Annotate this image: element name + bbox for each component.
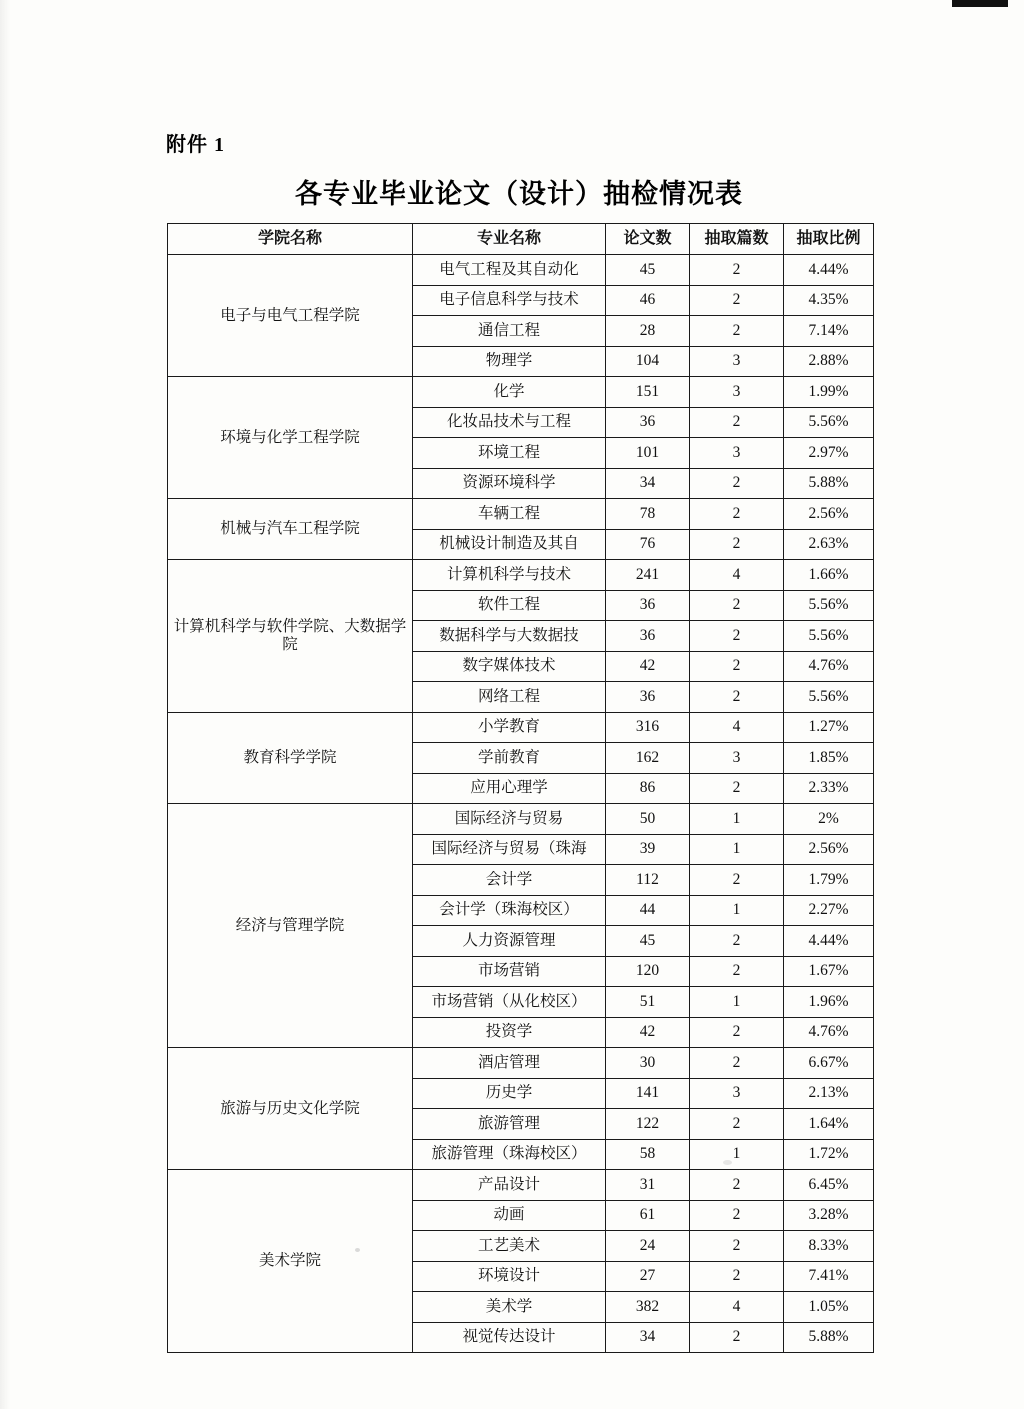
major-name-cell: 网络工程: [413, 682, 606, 713]
table-row: [168, 499, 874, 530]
major-name-cell: 人力资源管理: [413, 926, 606, 957]
major-name-cell: 投资学: [413, 1017, 606, 1048]
attachment-label: 附件 1: [166, 134, 225, 156]
sampling-table: [167, 223, 874, 1353]
major-name-cell: 市场营销（从化校区）: [413, 987, 606, 1018]
paper-count-cell: 162: [606, 743, 690, 774]
college-name-cell: 计算机科学与软件学院、大数据学院: [168, 560, 413, 713]
paper-count-cell: 86: [606, 773, 690, 804]
paper-count-cell: 30: [606, 1048, 690, 1079]
paper-count-cell: 46: [606, 285, 690, 316]
sampled-count-cell: 2: [690, 285, 784, 316]
table-row: [168, 377, 874, 408]
sampled-count-cell: 4: [690, 1292, 784, 1323]
paper-count-cell: 45: [606, 255, 690, 286]
sampled-count-cell: 3: [690, 346, 784, 377]
sampling-ratio-cell: 1.79%: [784, 865, 874, 896]
table-body: [168, 255, 874, 1353]
paper-count-cell: 151: [606, 377, 690, 408]
paper-count-cell: 58: [606, 1139, 690, 1170]
sampled-count-cell: 3: [690, 1078, 784, 1109]
sampling-ratio-cell: 2.97%: [784, 438, 874, 469]
sampling-ratio-cell: 2.88%: [784, 346, 874, 377]
major-name-cell: 历史学: [413, 1078, 606, 1109]
sampled-count-cell: 2: [690, 956, 784, 987]
paper-count-cell: 24: [606, 1231, 690, 1262]
paper-count-cell: 61: [606, 1200, 690, 1231]
paper-count-cell: 51: [606, 987, 690, 1018]
major-name-cell: 资源环境科学: [413, 468, 606, 499]
college-name-cell: 旅游与历史文化学院: [168, 1048, 413, 1170]
paper-count-cell: 112: [606, 865, 690, 896]
sampled-count-cell: 2: [690, 407, 784, 438]
major-name-cell: 环境工程: [413, 438, 606, 469]
major-name-cell: 国际经济与贸易（珠海: [413, 834, 606, 865]
paper-count-cell: 141: [606, 1078, 690, 1109]
sampled-count-cell: 2: [690, 1170, 784, 1201]
sampled-count-cell: 2: [690, 1109, 784, 1140]
sampled-count-cell: 2: [690, 1261, 784, 1292]
sampled-count-cell: 2: [690, 1048, 784, 1079]
table-row: [168, 1170, 874, 1201]
sampled-count-cell: 2: [690, 499, 784, 530]
paper-count-cell: 382: [606, 1292, 690, 1323]
table-row: [168, 804, 874, 835]
sampling-ratio-cell: 2.27%: [784, 895, 874, 926]
paper-count-cell: 36: [606, 621, 690, 652]
sampling-ratio-cell: 2%: [784, 804, 874, 835]
major-name-cell: 视觉传达设计: [413, 1322, 606, 1353]
paper-count-cell: 36: [606, 682, 690, 713]
major-name-cell: 产品设计: [413, 1170, 606, 1201]
major-name-cell: 市场营销: [413, 956, 606, 987]
scan-artifact-mark: [952, 0, 1008, 7]
scan-speck: [723, 1160, 732, 1165]
sampled-count-cell: 1: [690, 895, 784, 926]
paper-count-cell: 39: [606, 834, 690, 865]
sampled-count-cell: 2: [690, 468, 784, 499]
major-name-cell: 数据科学与大数据技: [413, 621, 606, 652]
table-header-row: [168, 224, 874, 255]
sampled-count-cell: 2: [690, 1231, 784, 1262]
paper-count-cell: 31: [606, 1170, 690, 1201]
sampled-count-cell: 4: [690, 712, 784, 743]
sampling-ratio-cell: 1.66%: [784, 560, 874, 591]
college-name-cell: 经济与管理学院: [168, 804, 413, 1048]
paper-count-cell: 50: [606, 804, 690, 835]
sampling-ratio-cell: 3.28%: [784, 1200, 874, 1231]
sampling-ratio-cell: 1.96%: [784, 987, 874, 1018]
sampled-count-cell: 4: [690, 560, 784, 591]
sampled-count-cell: 2: [690, 926, 784, 957]
college-name-cell: 美术学院: [168, 1170, 413, 1353]
sampling-ratio-cell: 4.44%: [784, 255, 874, 286]
column-header-sampled: 抽取篇数: [690, 224, 784, 255]
sampling-ratio-cell: 6.67%: [784, 1048, 874, 1079]
sampling-ratio-cell: 1.99%: [784, 377, 874, 408]
table-header: [168, 224, 874, 255]
major-name-cell: 计算机科学与技术: [413, 560, 606, 591]
table-row: [168, 255, 874, 286]
sampling-ratio-cell: 7.14%: [784, 316, 874, 347]
sampled-count-cell: 2: [690, 1200, 784, 1231]
paper-count-cell: 78: [606, 499, 690, 530]
sampling-ratio-cell: 2.56%: [784, 499, 874, 530]
sampling-ratio-cell: 5.56%: [784, 407, 874, 438]
sampled-count-cell: 2: [690, 590, 784, 621]
sampling-ratio-cell: 1.72%: [784, 1139, 874, 1170]
major-name-cell: 美术学: [413, 1292, 606, 1323]
page-title: 各专业毕业论文（设计）抽检情况表: [295, 179, 743, 209]
major-name-cell: 软件工程: [413, 590, 606, 621]
sampling-ratio-cell: 4.35%: [784, 285, 874, 316]
sampled-count-cell: 2: [690, 1322, 784, 1353]
sampling-ratio-cell: 2.33%: [784, 773, 874, 804]
scan-speck: [355, 1248, 360, 1252]
sampling-ratio-cell: 1.05%: [784, 1292, 874, 1323]
sampling-ratio-cell: 1.85%: [784, 743, 874, 774]
major-name-cell: 数字媒体技术: [413, 651, 606, 682]
major-name-cell: 会计学: [413, 865, 606, 896]
paper-count-cell: 34: [606, 1322, 690, 1353]
column-header-ratio: 抽取比例: [784, 224, 874, 255]
paper-count-cell: 34: [606, 468, 690, 499]
major-name-cell: 通信工程: [413, 316, 606, 347]
sampling-ratio-cell: 4.76%: [784, 651, 874, 682]
major-name-cell: 环境设计: [413, 1261, 606, 1292]
paper-count-cell: 76: [606, 529, 690, 560]
sampling-ratio-cell: 5.56%: [784, 621, 874, 652]
column-header-papers: 论文数: [606, 224, 690, 255]
major-name-cell: 物理学: [413, 346, 606, 377]
paper-count-cell: 42: [606, 651, 690, 682]
sampled-count-cell: 2: [690, 865, 784, 896]
major-name-cell: 旅游管理（珠海校区）: [413, 1139, 606, 1170]
paper-count-cell: 27: [606, 1261, 690, 1292]
major-name-cell: 小学教育: [413, 712, 606, 743]
sampled-count-cell: 2: [690, 255, 784, 286]
sampled-count-cell: 2: [690, 1017, 784, 1048]
sampling-ratio-cell: 4.76%: [784, 1017, 874, 1048]
paper-count-cell: 122: [606, 1109, 690, 1140]
sampling-ratio-cell: 5.88%: [784, 468, 874, 499]
sampled-count-cell: 3: [690, 743, 784, 774]
college-name-cell: 电子与电气工程学院: [168, 255, 413, 377]
major-name-cell: 旅游管理: [413, 1109, 606, 1140]
sampled-count-cell: 2: [690, 682, 784, 713]
college-name-cell: 教育科学学院: [168, 712, 413, 804]
sampled-count-cell: 3: [690, 377, 784, 408]
major-name-cell: 机械设计制造及其自: [413, 529, 606, 560]
column-header-college: 学院名称: [168, 224, 413, 255]
major-name-cell: 化学: [413, 377, 606, 408]
paper-count-cell: 104: [606, 346, 690, 377]
major-name-cell: 学前教育: [413, 743, 606, 774]
sampled-count-cell: 1: [690, 987, 784, 1018]
sampling-ratio-cell: 4.44%: [784, 926, 874, 957]
sampling-ratio-cell: 7.41%: [784, 1261, 874, 1292]
major-name-cell: 应用心理学: [413, 773, 606, 804]
sampling-ratio-cell: 5.56%: [784, 590, 874, 621]
college-name-cell: 环境与化学工程学院: [168, 377, 413, 499]
sampled-count-cell: 2: [690, 621, 784, 652]
major-name-cell: 酒店管理: [413, 1048, 606, 1079]
sampled-count-cell: 2: [690, 529, 784, 560]
paper-count-cell: 316: [606, 712, 690, 743]
paper-count-cell: 101: [606, 438, 690, 469]
paper-count-cell: 44: [606, 895, 690, 926]
major-name-cell: 电气工程及其自动化: [413, 255, 606, 286]
sampling-ratio-cell: 5.88%: [784, 1322, 874, 1353]
page-edge-shadow: [0, 0, 10, 1409]
sampled-count-cell: 3: [690, 438, 784, 469]
sampling-ratio-cell: 8.33%: [784, 1231, 874, 1262]
sampled-count-cell: 1: [690, 804, 784, 835]
paper-count-cell: 42: [606, 1017, 690, 1048]
sampling-ratio-cell: 5.56%: [784, 682, 874, 713]
sampled-count-cell: 1: [690, 834, 784, 865]
major-name-cell: 国际经济与贸易: [413, 804, 606, 835]
major-name-cell: 动画: [413, 1200, 606, 1231]
sampling-ratio-cell: 1.64%: [784, 1109, 874, 1140]
sampling-ratio-cell: 6.45%: [784, 1170, 874, 1201]
paper-count-cell: 120: [606, 956, 690, 987]
major-name-cell: 电子信息科学与技术: [413, 285, 606, 316]
major-name-cell: 工艺美术: [413, 1231, 606, 1262]
sampled-count-cell: 2: [690, 773, 784, 804]
sampling-ratio-cell: 2.63%: [784, 529, 874, 560]
table-row: [168, 712, 874, 743]
sampled-count-cell: 2: [690, 316, 784, 347]
major-name-cell: 车辆工程: [413, 499, 606, 530]
sampling-ratio-cell: 2.56%: [784, 834, 874, 865]
sampling-ratio-cell: 1.27%: [784, 712, 874, 743]
sampling-ratio-cell: 2.13%: [784, 1078, 874, 1109]
table-row: [168, 1048, 874, 1079]
sampled-count-cell: 2: [690, 651, 784, 682]
paper-count-cell: 36: [606, 590, 690, 621]
major-name-cell: 会计学（珠海校区）: [413, 895, 606, 926]
paper-count-cell: 36: [606, 407, 690, 438]
major-name-cell: 化妆品技术与工程: [413, 407, 606, 438]
sampled-count-cell: 1: [690, 1139, 784, 1170]
paper-count-cell: 28: [606, 316, 690, 347]
sampling-ratio-cell: 1.67%: [784, 956, 874, 987]
paper-count-cell: 45: [606, 926, 690, 957]
college-name-cell: 机械与汽车工程学院: [168, 499, 413, 560]
column-header-major: 专业名称: [413, 224, 606, 255]
paper-count-cell: 241: [606, 560, 690, 591]
table-row: [168, 560, 874, 591]
